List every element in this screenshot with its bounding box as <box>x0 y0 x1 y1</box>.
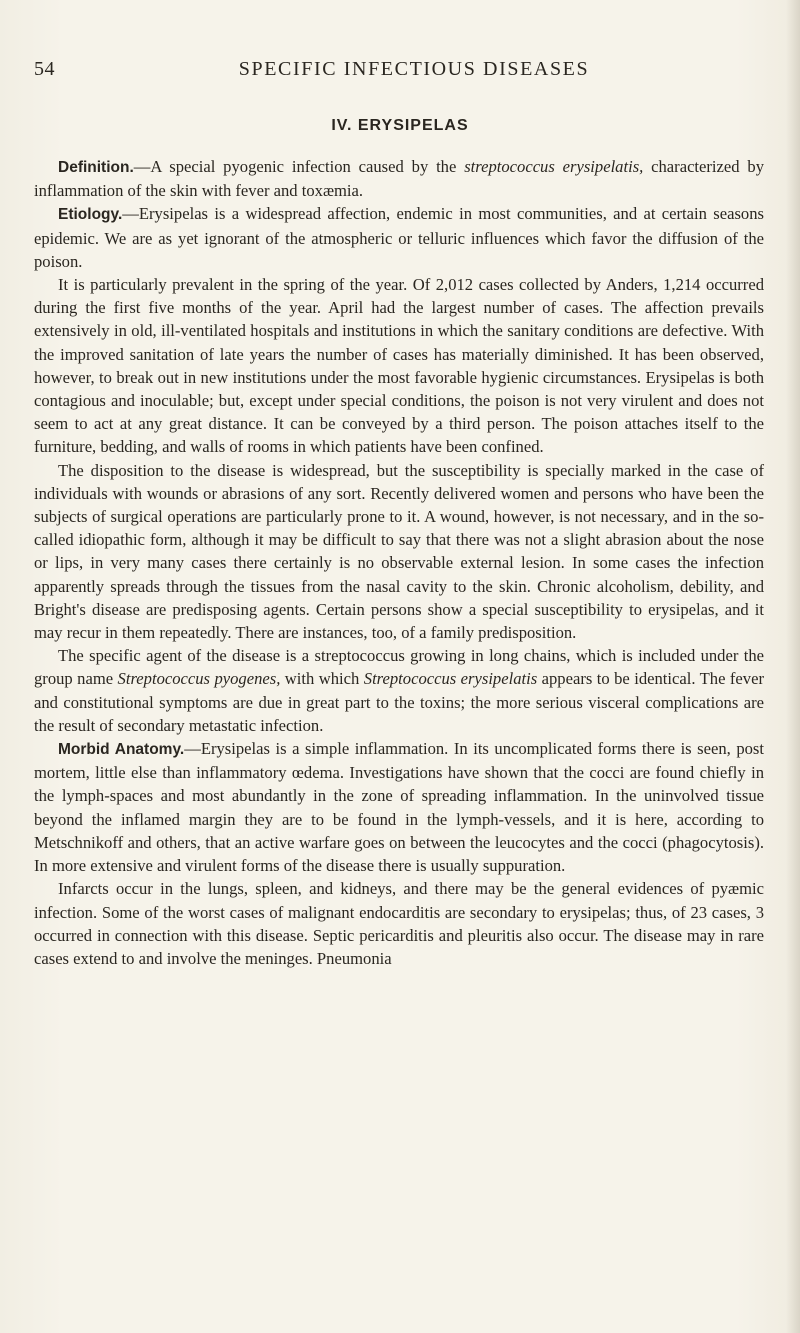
organism-name: streptococcus erysipelatis, <box>464 157 644 176</box>
morbid-anatomy-text: —Erysipelas is a simple inflammation. In its uncomplicated forms there is seen, post mortem, little else than inflammatory œdema. Investigations have shown that the cocci are found chiefly in the lymph-spaces and most abundantly in the zone of spreading inflammation. In the uninvolved tissue beyond the inflamed margin they are to be found in the lymph-vessels, and it is here, according to Metschnikoff and others, that an active warfare goes on between the leucocytes and the cocci (phagocytosis). In more extensive and virulent forms of the disease there is usually suppuration. <box>34 739 765 876</box>
definition-paragraph <box>34 155 764 202</box>
disposition-paragraph: The disposition to the disease is widespread, but the susceptibility is specially marked in the case of individuals with wounds or abrasions of any sort. Recently delivered women and persons who have been the subjects of surgical operations are particularly prone to it. A wound, however, is not necessary, and in the so-called idiopathic form, although it may be difficult to say that there was not a slight abrasion about the nose or lips, in very many cases there certainly is no observable external lesion. In some cases the infection apparently spreads through the tissues from the nasal cavity to the skin. Chronic alcoholism, debility, and Bright's disease are predisposing agents. Certain persons show a special susceptibility to erysipelas, and it may recur in them repeatedly. There are instances, too, of a family predisposition. <box>34 460 764 643</box>
agent-text-b: with which <box>280 669 364 689</box>
definition-text-b: characterized by inflammation of the skin with fever and toxæmia. <box>34 157 764 201</box>
running-head <box>34 58 774 82</box>
page-number: 54 <box>34 58 55 80</box>
organism-name-pyogenes: Streptococcus pyogenes, <box>117 669 281 689</box>
running-title: SPECIFIC INFECTIOUS DISEASES <box>238 58 590 80</box>
agent-text-a: The specific agent of the disease is a streptococcus growing in long chains, which is included under the group name <box>34 646 764 689</box>
infarcts-paragraph: Infarcts occur in the lungs, spleen, and kidneys, and there may be the general evidences of pyæmic infection. Some of the worst cases of malignant endocarditis are secondary to erysipelas; thus, of 23 cases, 3 occurred in connection with this disease. Septic pericarditis and pleuritis also occur. The disease may in rare cases extend to and involve the meninges. Pneumonia <box>34 879 764 968</box>
morbid-anatomy-paragraph <box>34 737 764 877</box>
morbid-anatomy-label: Morbid Anatomy. <box>58 741 185 759</box>
etiology-paragraph <box>34 202 764 273</box>
chapter-heading: IV. ERYSIPELAS <box>331 117 469 134</box>
page-edge-shadow <box>786 0 800 1333</box>
specific-agent-paragraph <box>34 644 764 737</box>
definition-label: Definition. <box>58 159 134 176</box>
organism-name-erysipelatis: Streptococcus erysipelatis <box>363 669 538 689</box>
definition-text-a: —A special pyogenic infection caused by the <box>133 157 465 176</box>
etiology-label: Etiology. <box>58 206 123 224</box>
etiology-text: —Erysipelas is a widespread affection, endemic in most communities, and at certain seasons epidemic. We are as yet ignorant of the atmospheric or telluric influences which favor the diffusion of the poison. <box>34 204 764 271</box>
agent-text-c: appears to be identical. The fever and constitutional symptoms are due in great part to the toxins; the more serious visceral complications are the result of secondary metastatic infection. <box>34 669 764 735</box>
body-text <box>34 155 764 970</box>
prevalence-paragraph: It is particularly prevalent in the spring of the year. Of 2,012 cases collected by Anders, 1,214 occurred during the first five months of the year. April had the largest number of cases. The affection prevails extensively in old, ill-ventilated hospitals and institutions in which the sanitary conditions are defective. With the improved sanitation of late years the number of cases has materially diminished. It has been observed, however, to break out in new institutions under the most favorable hygienic circumstances. Erysipelas is both contagious and inoculable; but, except under special conditions, the poison is not very virulent and does not seem to act at any great distance. It can be conveyed by a third person. The poison attaches itself to the furniture, bedding, and walls of rooms in which patients have been confined. <box>34 275 764 457</box>
